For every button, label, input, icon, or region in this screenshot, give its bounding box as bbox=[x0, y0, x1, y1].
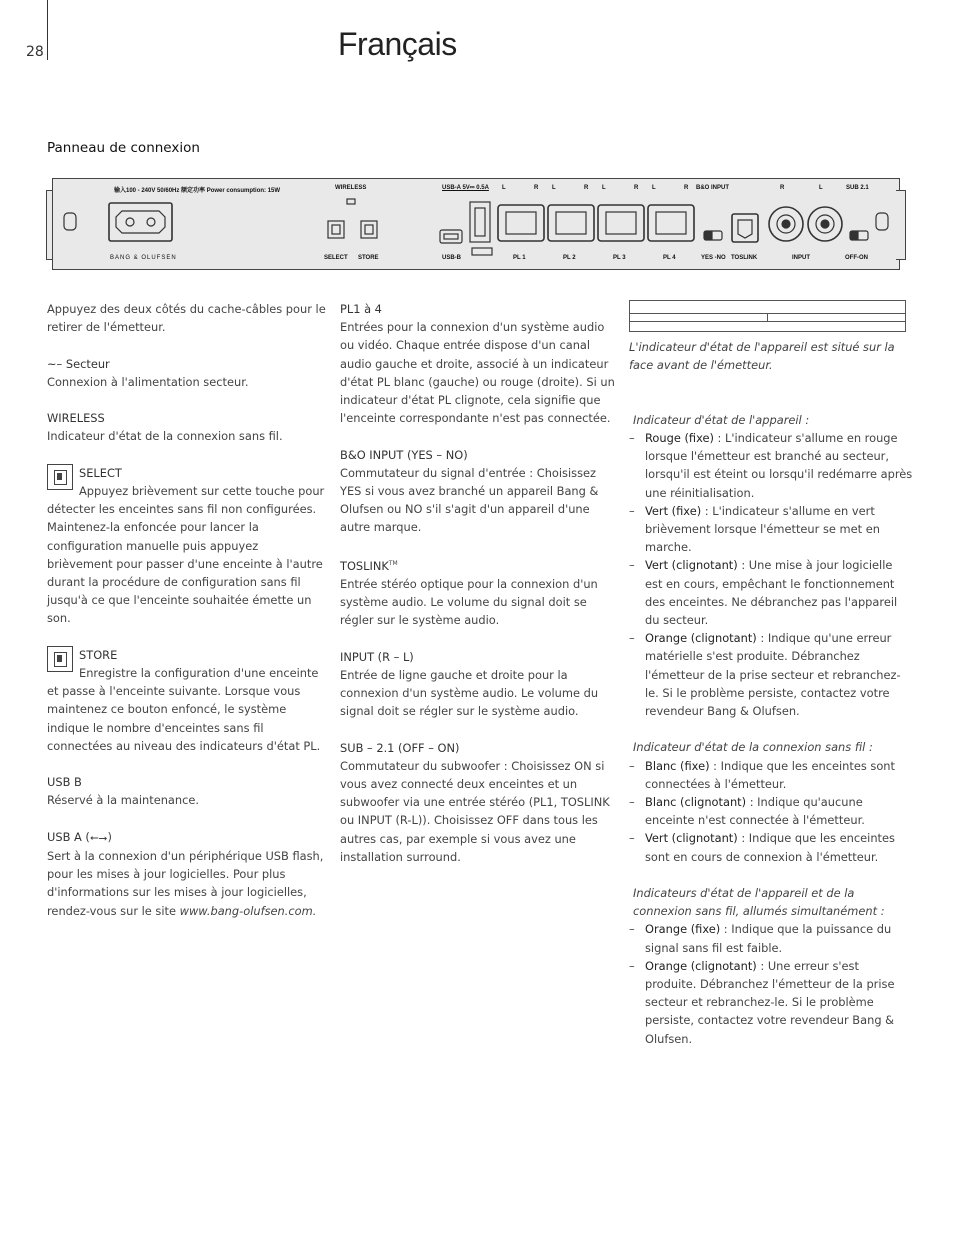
panel-power-label: 输入100 - 240V 50/60Hz 额定功率 Power consumption: 15W bbox=[114, 188, 281, 194]
store-block bbox=[47, 646, 327, 755]
panel-channel-r3: R bbox=[634, 185, 639, 191]
usb-a-text: Sert à la connexion d'un périphérique USB flash, pour les mises à jour logicielles. Pour plus d'informations sur les mises à jour logicielles, rendez-vous sur le site bbox=[47, 849, 324, 918]
bo-input-title: B&O INPUT (YES – NO) bbox=[340, 447, 468, 462]
wireless-indicator-list bbox=[633, 757, 913, 866]
input-title: INPUT (R – L) bbox=[340, 649, 414, 664]
panel-pl1-label: PL 1 bbox=[513, 255, 526, 261]
panel-input-r-label: R bbox=[780, 185, 785, 191]
panel-sub21-label: SUB 2.1 bbox=[846, 185, 869, 191]
toslink-text: Entrée stéréo optique pour la connexion d'un système audio. Le volume du signal doit se régler sur le système audio. bbox=[340, 576, 598, 628]
panel-channel-l2: L bbox=[552, 185, 556, 191]
panel-pl3-label: PL 3 bbox=[613, 255, 626, 261]
list-item: – Blanc (fixe) : Indique que les enceintes sont connectées à l'émetteur. bbox=[633, 757, 913, 793]
device-indicator-list bbox=[633, 429, 913, 720]
panel-input-label: INPUT bbox=[792, 255, 810, 261]
select-block bbox=[47, 464, 327, 628]
toslink-title: TOSLINK bbox=[340, 558, 389, 573]
wireless-text: Indicateur d'état de la connexion sans fil. bbox=[47, 429, 283, 444]
usb-a-title: USB A ( bbox=[47, 829, 90, 844]
combined-indicator-list bbox=[633, 920, 913, 1047]
panel-yes-no-label: YES -NO bbox=[701, 255, 726, 261]
list-item: – Vert (clignotant) : Indique que les enceintes sont en cours de connexion à l'émetteur. bbox=[633, 829, 913, 865]
panel-usb-b-label: USB-B bbox=[442, 255, 461, 261]
mains-text: Connexion à l'alimentation secteur. bbox=[47, 374, 249, 389]
mains-title: ~– Secteur bbox=[47, 356, 110, 371]
combined-indicator-heading: Indicateurs d'état de l'appareil et de la connexion sans fil, allumés simultanément : bbox=[633, 886, 885, 919]
list-item: – Blanc (clignotant) : Indique qu'aucune enceinte n'est connectée à l'émetteur. bbox=[633, 793, 913, 829]
panel-usb-a-label: USB-A 5V⎓ 0.5A bbox=[442, 185, 489, 191]
panel-channel-l3: L bbox=[602, 185, 606, 191]
page-number: 28 bbox=[26, 44, 44, 60]
panel-pl2-label: PL 2 bbox=[563, 255, 576, 261]
intro-text: Appuyez des deux côtés du cache-câbles pour le retirer de l'émetteur. bbox=[47, 302, 326, 335]
panel-channel-r1: R bbox=[534, 185, 539, 191]
wireless-title: WIRELESS bbox=[47, 411, 105, 426]
toslink-block bbox=[340, 555, 618, 630]
column-left bbox=[47, 300, 327, 938]
select-text: Appuyez brièvement sur cette touche pour détecter les enceintes sans fil non configurées. Maintenez-la enfoncée pour lancer la configuration manuelle puis appuyez brièvement pour passer d'une enceinte à l'autre durant la procédure de configuration sans fil jusqu'à ce que l'enceinte souhaitée émette un son. bbox=[47, 483, 325, 626]
usb-b-block bbox=[47, 773, 327, 809]
device-indicator-heading: Indicateur d'état de l'appareil : bbox=[633, 412, 810, 427]
sub-block bbox=[340, 739, 618, 866]
pl-block bbox=[340, 300, 618, 427]
list-item: – Orange (fixe) : Indique que la puissance du signal sans fil est faible. bbox=[633, 920, 913, 956]
wireless-block bbox=[47, 409, 327, 445]
sub-title: SUB – 2.1 (OFF – ON) bbox=[340, 740, 460, 755]
front-panel-caption: L'indicateur d'état de l'appareil est situé sur la face avant de l'émetteur. bbox=[629, 340, 895, 373]
status-indicator-mark bbox=[767, 314, 768, 322]
front-panel-illustration bbox=[629, 300, 913, 332]
panel-channel-r4: R bbox=[684, 185, 689, 191]
select-title: SELECT bbox=[79, 465, 122, 480]
bo-input-block bbox=[340, 446, 618, 537]
website-link[interactable]: www.bang-olufsen.com. bbox=[179, 903, 317, 918]
panel-channel-l4: L bbox=[652, 185, 656, 191]
section-heading: Panneau de connexion bbox=[47, 140, 200, 156]
panel-channel-l1: L bbox=[502, 185, 506, 191]
list-item: – Vert (fixe) : L'indicateur s'allume en vert brièvement lorsque l'émetteur se met en marche. bbox=[633, 502, 913, 557]
sub-text: Commutateur du subwoofer : Choisissez ON si vous avez connecté deux enceintes et un subwoofer via une entrée stéréo (PL1, TOSLINK ou INPUT (R-L)). Choisissez OFF dans tous les autres cas, par exemple si vous avez une installation surround. bbox=[340, 758, 610, 864]
panel-select-label: SELECT bbox=[324, 255, 348, 261]
page-margin-line bbox=[47, 0, 48, 60]
panel-toslink-label: TOSLINK bbox=[731, 255, 758, 261]
usb-a-title-close: ) bbox=[107, 829, 112, 844]
list-item: – Orange (clignotant) : Indique qu'une erreur matérielle s'est produite. Débranchez l'émetteur de la prise secteur et rebranchez-le. Si le problème persiste, contactez votre revendeur Bang & Olufsen. bbox=[633, 629, 913, 720]
list-item: – Rouge (fixe) : L'indicateur s'allume en rouge lorsque l'émetteur est branché au secteur, lorsqu'il est éteint ou lorsqu'il redémarre après une réinitialisation. bbox=[633, 429, 913, 502]
connection-panel-illustration bbox=[46, 178, 906, 270]
wireless-indicator-heading: Indicateur d'état de la connexion sans fil : bbox=[633, 740, 873, 755]
panel-pl4-label: PL 4 bbox=[663, 255, 676, 261]
select-button-icon bbox=[47, 464, 73, 490]
column-middle bbox=[340, 300, 618, 884]
store-title: STORE bbox=[79, 647, 118, 662]
trademark-mark: TM bbox=[388, 559, 398, 567]
usb-b-title: USB B bbox=[47, 775, 82, 790]
usb-symbol-icon: ⭠⭢ bbox=[89, 830, 108, 844]
panel-off-on-label: OFF-ON bbox=[845, 255, 868, 261]
panel-wireless-label: WIRELESS bbox=[335, 185, 367, 191]
panel-bo-input-label: B&O INPUT bbox=[696, 185, 729, 191]
page-title: Français bbox=[338, 26, 457, 62]
store-button-icon bbox=[47, 646, 73, 672]
usb-b-text: Réservé à la maintenance. bbox=[47, 793, 200, 808]
list-item: – Vert (clignotant) : Une mise à jour logicielle est en cours, empêchant le fonctionnement des enceintes. Ne débranchez pas l'appareil du secteur. bbox=[633, 556, 913, 629]
mains-block bbox=[47, 355, 327, 391]
pl-title: PL1 à 4 bbox=[340, 302, 382, 316]
list-item: – Orange (clignotant) : Une erreur s'est produite. Débranchez l'émetteur de la prise secteur et rebranchez-le. Si le problème persiste, contactez votre revendeur Bang & Olufsen. bbox=[633, 957, 913, 1048]
input-text: Entrée de ligne gauche et droite pour la connexion d'un système audio. Le volume du signal doit se régler sur le système audio. bbox=[340, 667, 599, 719]
input-block bbox=[340, 648, 618, 721]
pl-text: Entrées pour la connexion d'un système audio ou vidéo. Chaque entrée dispose d'un canal audio gauche et droite, associé à un indicateur d'état PL blanc (gauche) ou rouge (droite). Si un indicateur d'état PL clignote, cela signifie que l'enceinte correspondante n'est pas connectée. bbox=[340, 320, 615, 426]
column-right bbox=[629, 300, 913, 1066]
panel-input-l-label: L bbox=[819, 185, 823, 191]
usb-a-block bbox=[47, 828, 327, 920]
panel-brand-label: BANG & OLUFSEN bbox=[110, 255, 177, 261]
bo-input-text: Commutateur du signal d'entrée : Choisissez YES si vous avez branché un appareil Bang & Olufsen ou NO s'il s'agit d'un appareil d'une autre marque. bbox=[340, 465, 599, 535]
panel-store-label: STORE bbox=[358, 255, 379, 261]
panel-channel-r2: R bbox=[584, 185, 589, 191]
store-text: Enregistre la configuration d'une enceinte et passe à l'enceinte suivante. Lorsque vous maintenez ce bouton enfoncé, le système indique le nombre d'enceintes sans fil connectées au niveau des indicateurs d'état PL. bbox=[47, 666, 321, 753]
